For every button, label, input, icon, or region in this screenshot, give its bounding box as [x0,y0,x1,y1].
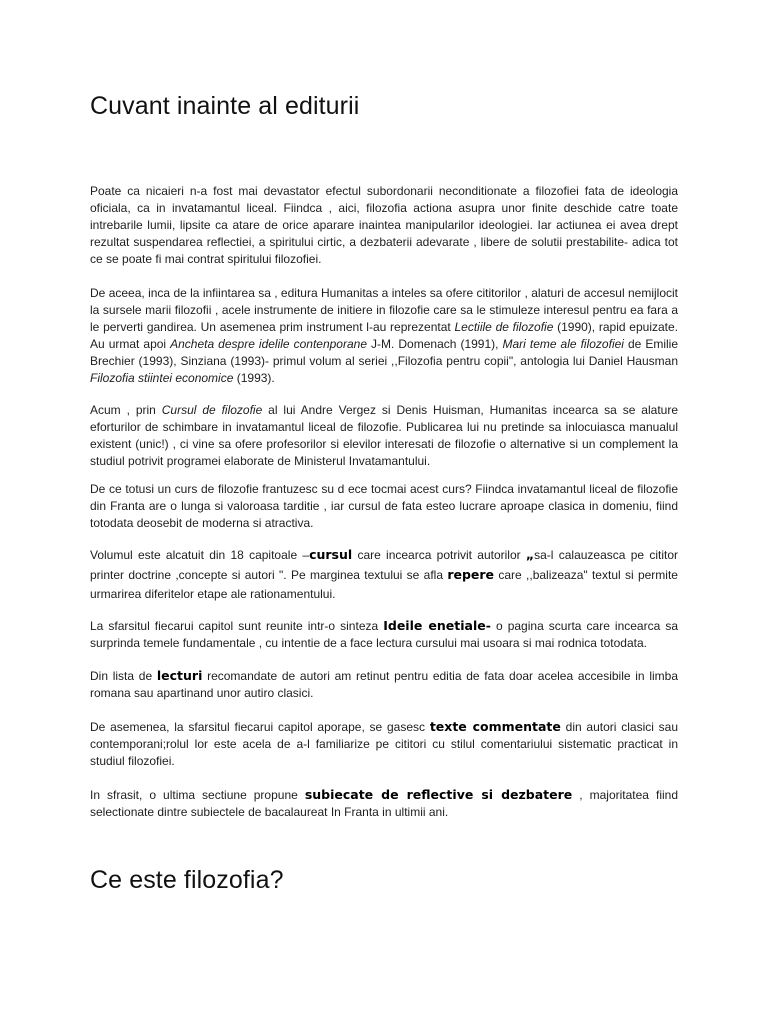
paragraph-8: De asemenea, la sfarsitul fiecarui capitol aporape, se gasesc texte commentate din autori clasici sau contemporani;rolul lor este acela de a-l familiarize pe cititori cu stilul comentariului sistematic practicat in studiul filozofiei. [90,719,679,768]
paragraph-3: Acum , prin Cursul de filozofie al lui Andre Vergez si Denis Huisman, Humanitas incearca sa se alature eforturilor de schimbare in invatamantul liceal de filozofie. Publicarea lui nu pretinde sa inlocuiasca manualul existent (unic!) , ci vine sa ofere profesorilor si elevilor interesati de filozofie o alternative si un complement la studiul potrivit programei elaborate de Ministerul Invatamantului. [90,403,678,468]
paragraph-5: Volumul este alcatuit din 18 capitoale –cursul care incearca potrivit autorilor „sa-l calauzeasca pe cititor printer doctrine ,concepte si autori ". Pe marginea textului se afla repere care ,,balizeaza" textul si permite urmarirea diferitelor etape ale rationamentului. [90,547,678,601]
paragraph-1: Poate ca nicaieri n-a fost mai devastator efectul subordonarii neconditionate a filozofiei fata de ideologia oficiala, ca in invatamantul liceal. Fiindca , aici, filozofia actiona asupra unor finite deschide catre toate intrebarile lumii, lipsite ca atare de orice aparare inaintea manipularilor ideologiei. Iar actiunea ei avea drept rezultat suspendarea reflectiei, a spiritului cirtic, a dezbaterii adevarate , libere de solutii prestabilite- adica tot ce se poate fi mai contrat spiritului filozofiei. [90,184,678,266]
paragraph-9: In sfrasit, o ultima sectiune propune subiecate de reflective si dezbatere , majoritatea fiind selectionate dintre subiectele de bacalaureat In Franta in ultimii ani. [90,787,678,819]
paragraph-6: La sfarsitul fiecarui capitol sunt reunite intr-o sinteza Ideile enetiale- o pagina scurta care incearca sa surprinda temele fundamentale , cu intentie de a face lectura cursului mai usoara si mai rodnica totodata. [90,618,678,650]
heading-what-is-philosophy: Ce este filozofia? [90,866,284,894]
paragraph-2: De aceea, inca de la infiintarea sa , editura Humanitas a inteles sa ofere cititorilor , alaturi de accesul nemijlocit la sursele marii filozofii , acele instrumente de initiere in filozofie care sa le stimuleze interesul pentru ea fara a le perverti gandirea. Un asemenea prim instrument l-au reprezentat Lectiile de filozofie (1990), rapid epuizate. Au urmat apoi Ancheta despre idelile contenporane J-M. Domenach (1991), Mari teme ale filozofiei de Emilie Brechier (1993), Sinziana (1993)- primul volum al seriei ,,Filozofia pentru copii", antologia lui Daniel Hausman Filozofia stiintei economice (1993). [90,286,679,385]
paragraph-7: Din lista de lecturi recomandate de autori am retinut pentru editia de fata doar acelea accesibile in limba romana sau apartinand unor autiro clasici. [90,668,678,700]
paragraph-4: De ce totusi un curs de filozofie frantuzesc su d ece tocmai acest curs? Fiindca invatamantul liceal de filozofie din Franta are o lunga si valoroasa tarditie , iar cursul de fata esteo lucrare aproape clasica in domeniu, fiind totodata deosebit de moderna si atractiva. [90,482,678,530]
heading-foreword: Cuvant inainte al editurii [90,92,360,120]
